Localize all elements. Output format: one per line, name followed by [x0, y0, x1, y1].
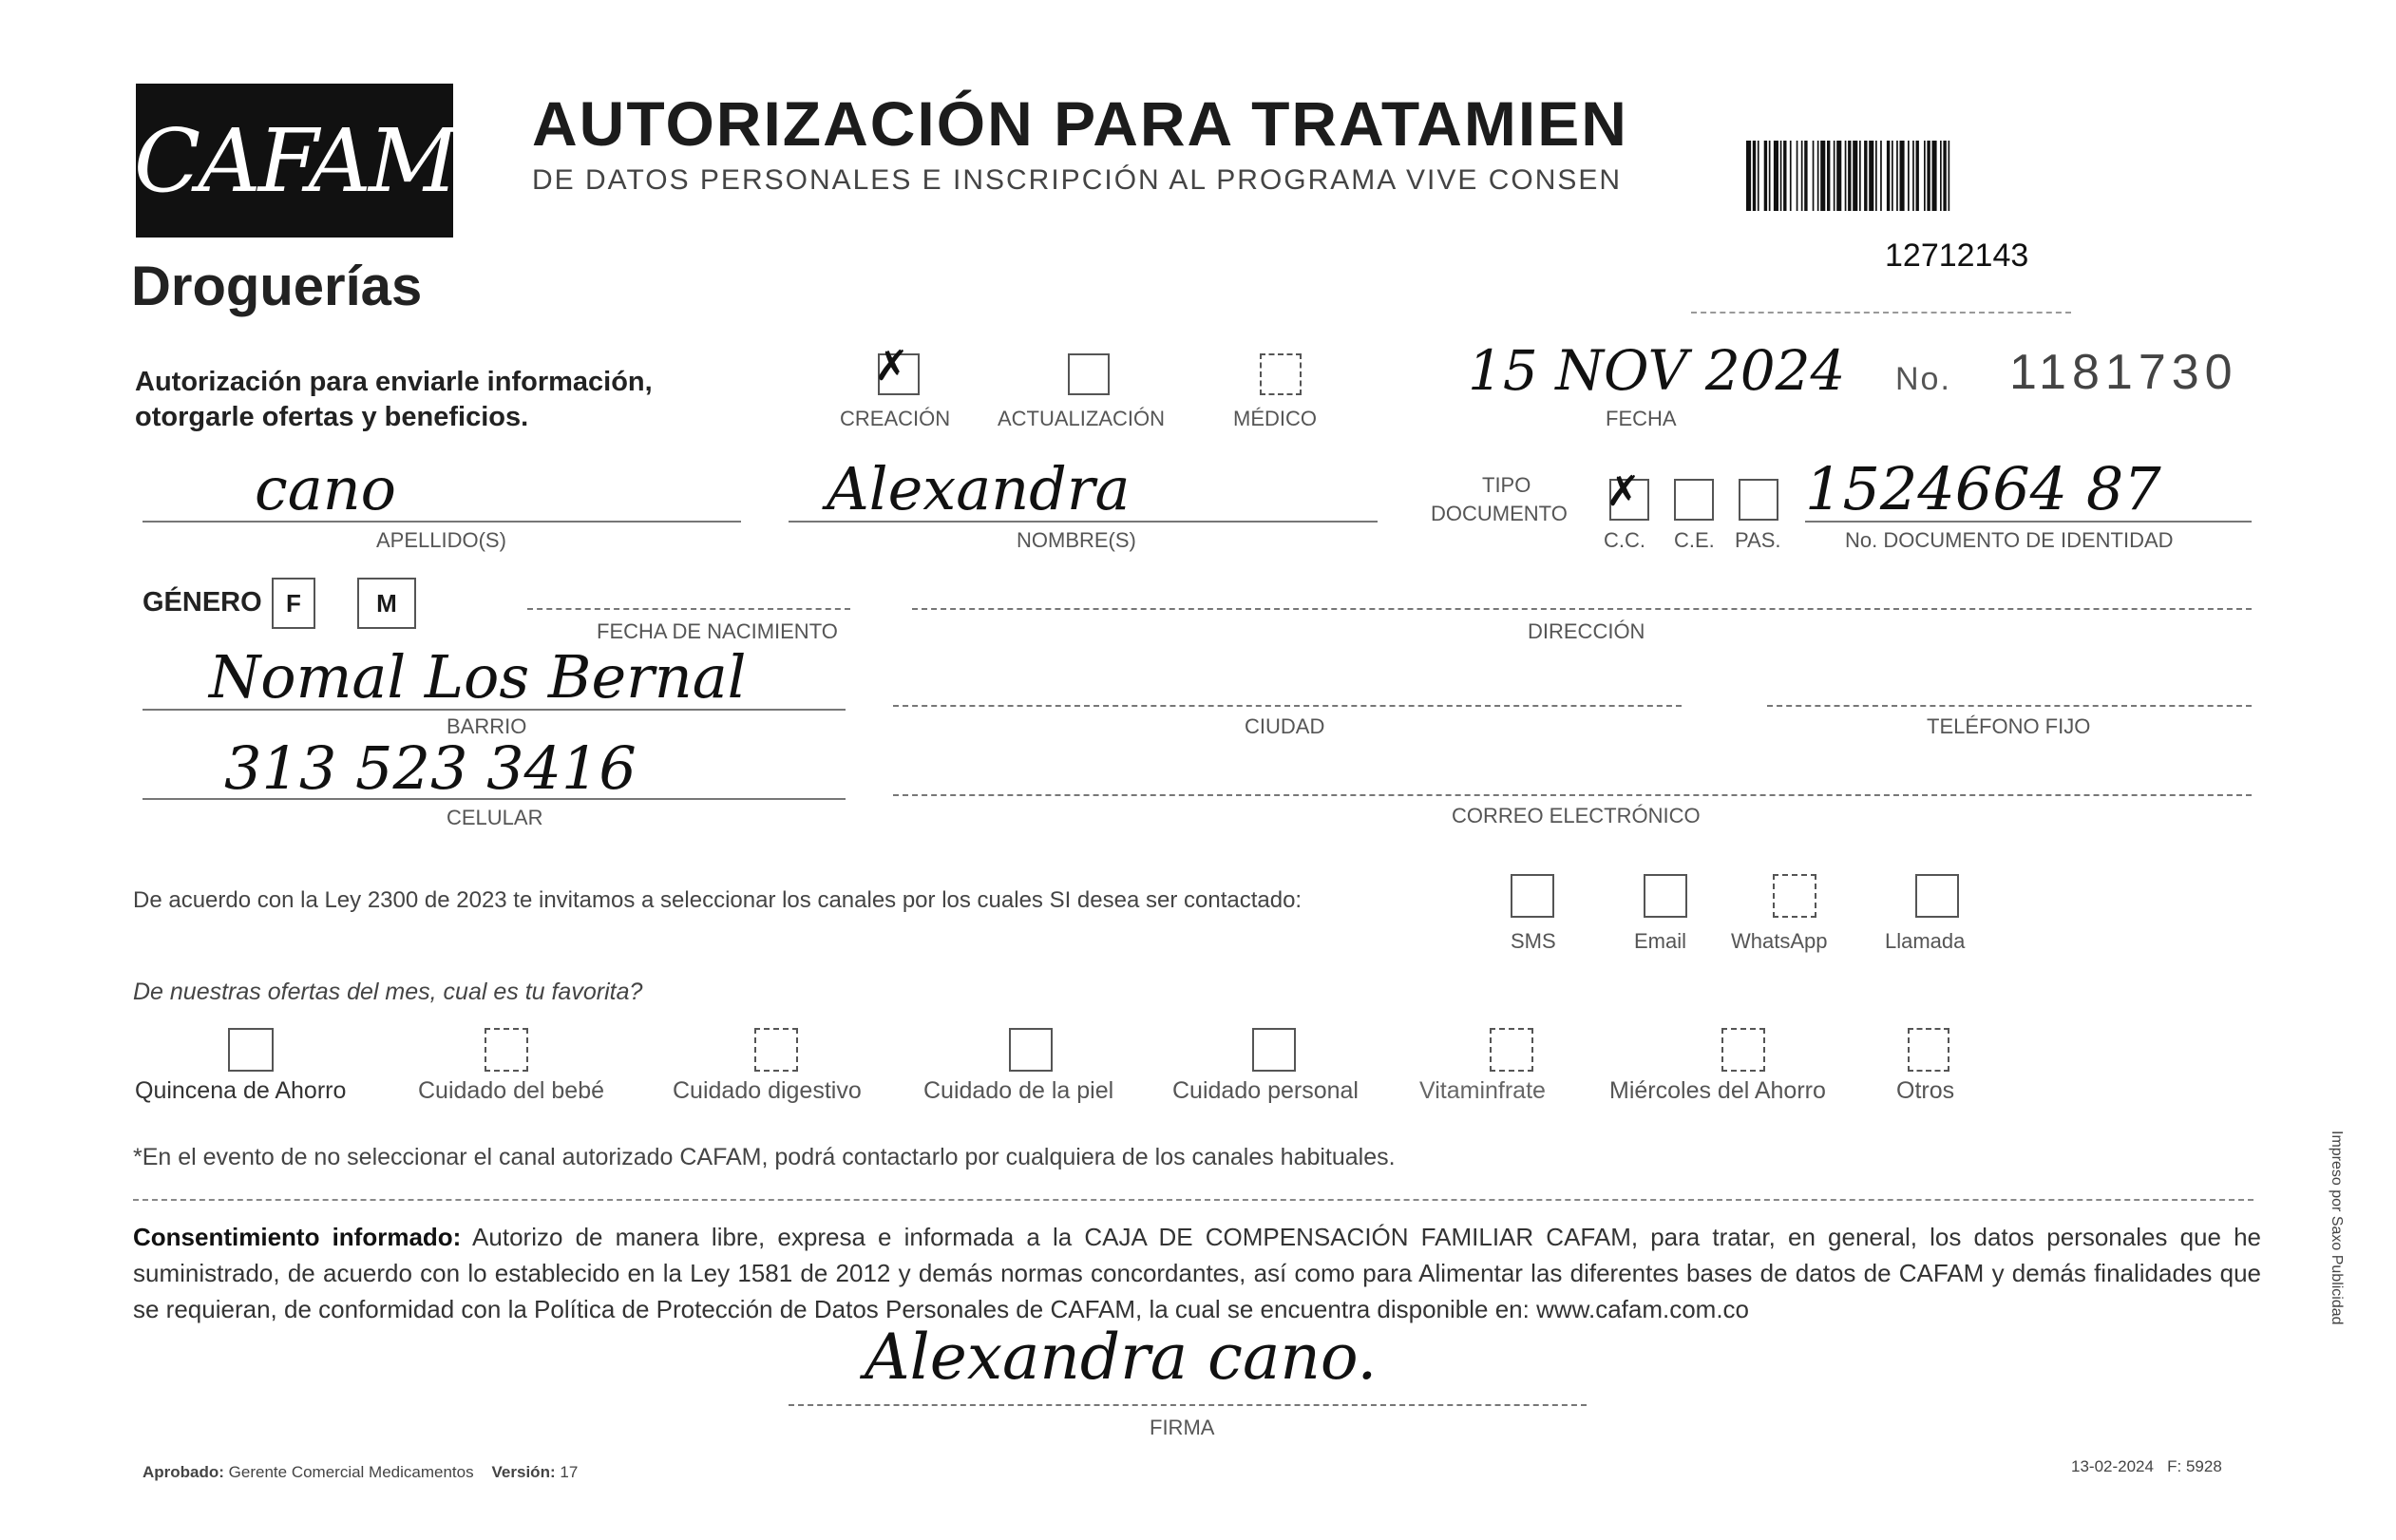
checkmark-icon: ✗: [874, 342, 909, 390]
signature-label: FIRMA: [1150, 1416, 1215, 1439]
barcode-bar: [1940, 141, 1942, 211]
medico-checkbox[interactable]: [1260, 353, 1302, 395]
logo-text: CAFAM: [133, 109, 456, 212]
approved-label: Aprobado:: [143, 1463, 224, 1481]
barcode-bar: [1758, 141, 1759, 211]
doc-number-line: [1805, 521, 2252, 523]
barcode-bar: [1820, 141, 1825, 211]
barcode-bar: [1827, 141, 1830, 211]
cc-label: C.C.: [1604, 528, 1645, 552]
brand-name: Droguerías: [131, 256, 423, 317]
barcode-bar: [1916, 141, 1919, 211]
offer-label-miercoles: Miércoles del Ahorro: [1609, 1077, 1826, 1104]
offer-checkbox-personal[interactable]: [1252, 1028, 1296, 1072]
offer-checkbox-otros[interactable]: [1908, 1028, 1949, 1072]
tipo-label: TIPO: [1482, 473, 1531, 497]
barcode-bar: [1943, 141, 1946, 211]
barcode-bar: [1924, 141, 1926, 211]
doc-number-value: 1524664 87: [1805, 454, 2161, 523]
barcode-bar: [1801, 141, 1803, 211]
barcode-bar: [1892, 141, 1893, 211]
barcode-bar: [1769, 141, 1771, 211]
offer-label-quincena: Quincena de Ahorro: [135, 1077, 347, 1104]
offer-checkbox-quincena[interactable]: [228, 1028, 274, 1072]
consent-heading: Consentimiento informado:: [133, 1223, 462, 1251]
telefono-line: [1767, 705, 2252, 707]
offer-checkbox-bebe[interactable]: [485, 1028, 528, 1072]
correo-line: [893, 794, 2252, 796]
offer-label-bebe: Cuidado del bebé: [418, 1077, 604, 1104]
no-value: 1181730: [2009, 345, 2238, 400]
footer-approved: [143, 1463, 578, 1482]
celular-line: [143, 798, 846, 800]
medico-label: MÉDICO: [1233, 407, 1317, 430]
offer-checkbox-piel[interactable]: [1009, 1028, 1053, 1072]
consent-text: Autorizo de manera libre, expresa e informada a la CAJA DE COMPENSACIÓN FAMILIAR CAFAM, para tratar, en general, los datos personales que he suministrado, de acuerdo con lo establecido en la Ley 1581 de 2012 y demás normas concordantes, así como para Alimentar las diferentes bases de datos de CAFAM y demás finalidades que se requieran, de conformidad con la Política de Protección de Datos Personales de CAFAM, la cual se encuentra disponible en: www.cafam.com.co: [133, 1223, 2261, 1323]
documento-label: DOCUMENTO: [1431, 502, 1568, 525]
genero-f-box[interactable]: F: [272, 578, 315, 629]
sms-label: SMS: [1511, 929, 1556, 953]
barrio-label: BARRIO: [447, 714, 527, 738]
apellido-line: [143, 521, 741, 523]
direccion-line: [912, 608, 2252, 610]
barcode-bar: [1764, 141, 1767, 211]
barcode-image: [1746, 141, 2126, 211]
actualizacion-label: ACTUALIZACIÓN: [998, 407, 1166, 430]
barcode-bar: [1887, 141, 1890, 211]
creacion-label: CREACIÓN: [840, 407, 951, 430]
checkmark-icon: ✗: [1606, 467, 1641, 516]
consent-paragraph: [133, 1219, 2261, 1327]
email-label: Email: [1634, 929, 1687, 953]
barcode-bar: [1908, 141, 1910, 211]
llamada-checkbox[interactable]: [1915, 874, 1959, 918]
direccion-label: DIRECCIÓN: [1528, 619, 1645, 643]
no-label: No.: [1895, 361, 1951, 397]
llamada-label: Llamada: [1885, 929, 1966, 953]
barcode-bar: [1817, 141, 1819, 211]
nombre-line: [789, 521, 1378, 523]
offer-label-digestivo: Cuidado digestivo: [673, 1077, 862, 1104]
barcode-bar: [1746, 141, 1751, 211]
barcode-bar: [1864, 141, 1867, 211]
barcode-bar: [1912, 141, 1914, 211]
offer-checkbox-digestivo[interactable]: [754, 1028, 798, 1072]
offer-label-otros: Otros: [1896, 1077, 1955, 1104]
pas-label: PAS.: [1735, 528, 1781, 552]
barcode-bar: [1880, 141, 1882, 211]
barcode-bar: [1869, 141, 1873, 211]
barcode-bar: [1875, 141, 1877, 211]
apellido-value: cano: [255, 454, 396, 523]
authorization-text-line1: Autorización para enviarle información,: [135, 367, 653, 397]
approved-value: Gerente Comercial Medicamentos: [228, 1463, 474, 1481]
footer-right: [2071, 1457, 2222, 1476]
correo-label: CORREO ELECTRÓNICO: [1452, 804, 1701, 827]
authorization-text-line2: otorgarle ofertas y beneficios.: [135, 402, 529, 432]
barcode-bar: [1859, 141, 1861, 211]
barcode-bar: [1932, 141, 1937, 211]
barcode-bar: [1790, 141, 1792, 211]
nacimiento-line: [527, 608, 850, 610]
barcode-bar: [1783, 141, 1786, 211]
barrio-line: [143, 709, 846, 711]
genero-m-box[interactable]: M: [357, 578, 416, 629]
barrio-value: Nomal Los Bernal: [209, 642, 747, 712]
form-title: AUTORIZACIÓN PARA TRATAMIEN: [532, 88, 1628, 159]
section-divider: [133, 1199, 2253, 1201]
barcode-bar: [1797, 141, 1798, 211]
celular-value: 313 523 3416: [224, 733, 637, 803]
telefono-label: TELÉFONO FIJO: [1927, 714, 2091, 738]
barcode-bar: [1780, 141, 1782, 211]
ce-checkbox[interactable]: [1674, 479, 1714, 521]
barcode-bar: [1853, 141, 1857, 211]
celular-label: CELULAR: [447, 806, 543, 829]
barcode-bar: [1900, 141, 1905, 211]
divider: [1691, 312, 2071, 314]
barcode-bar: [1896, 141, 1898, 211]
date-label: FECHA: [1606, 407, 1677, 430]
barcode-bar: [1848, 141, 1851, 211]
actualizacion-checkbox[interactable]: [1068, 353, 1110, 395]
channel-note: *En el evento de no seleccionar el canal autorizado CAFAM, podrá contactarlo por cualquiera de los canales habituales.: [133, 1144, 1396, 1170]
offers-question: De nuestras ofertas del mes, cual es tu favorita?: [133, 979, 643, 1005]
ciudad-label: CIUDAD: [1245, 714, 1325, 738]
signature-line: [789, 1404, 1587, 1406]
offer-checkbox-vitaminfrate[interactable]: [1490, 1028, 1533, 1072]
whatsapp-checkbox[interactable]: [1773, 874, 1816, 918]
barcode-bar: [1845, 141, 1847, 211]
date-value: 15 NOV 2024: [1468, 338, 1846, 403]
channels-intro: De acuerdo con la Ley 2300 de 2023 te invitamos a seleccionar los canales por los cuales SI desea ser contactado:: [133, 887, 1303, 913]
barcode-bar: [1949, 141, 1950, 211]
barcode-bar: [1804, 141, 1807, 211]
whatsapp-label: WhatsApp: [1731, 929, 1828, 953]
barcode-bar: [1927, 141, 1930, 211]
offer-label-vitaminfrate: Vitaminfrate: [1419, 1077, 1546, 1104]
barcode-bar: [1753, 141, 1756, 211]
nombre-label: NOMBRE(S): [1017, 528, 1136, 552]
ciudad-line: [893, 705, 1682, 707]
email-checkbox[interactable]: [1644, 874, 1687, 918]
ce-label: C.E.: [1674, 528, 1715, 552]
barcode-bar: [1836, 141, 1841, 211]
version-value: 17: [560, 1463, 579, 1481]
barcode-bar: [1834, 141, 1835, 211]
barcode-bar: [1813, 141, 1815, 211]
offer-label-personal: Cuidado personal: [1172, 1077, 1359, 1104]
nacimiento-label: FECHA DE NACIMIENTO: [597, 619, 838, 643]
barcode-bar: [1774, 141, 1778, 211]
version-label: Versión:: [491, 1463, 556, 1481]
doc-number-label: No. DOCUMENTO DE IDENTIDAD: [1845, 528, 2174, 552]
footer-code: F: 5928: [2167, 1457, 2222, 1475]
printer-side-text: Impreso por Saxo Publicidad: [2329, 1131, 2345, 1325]
sms-checkbox[interactable]: [1511, 874, 1554, 918]
nombre-value: Alexandra: [827, 454, 1131, 523]
signature-value: Alexandra cano.: [865, 1321, 1378, 1394]
pas-checkbox[interactable]: [1739, 479, 1778, 521]
cafam-logo: [133, 84, 456, 238]
offer-label-piel: Cuidado de la piel: [923, 1077, 1114, 1104]
apellido-label: APELLIDO(S): [376, 528, 506, 552]
form-subtitle: DE DATOS PERSONALES E INSCRIPCIÓN AL PROGRAMA VIVE CONSEN: [532, 164, 1623, 196]
offer-checkbox-miercoles[interactable]: [1721, 1028, 1765, 1072]
genero-label: GÉNERO: [143, 587, 262, 618]
barcode-number: 12712143: [1885, 238, 2029, 274]
footer-date: 13-02-2024: [2071, 1457, 2154, 1475]
